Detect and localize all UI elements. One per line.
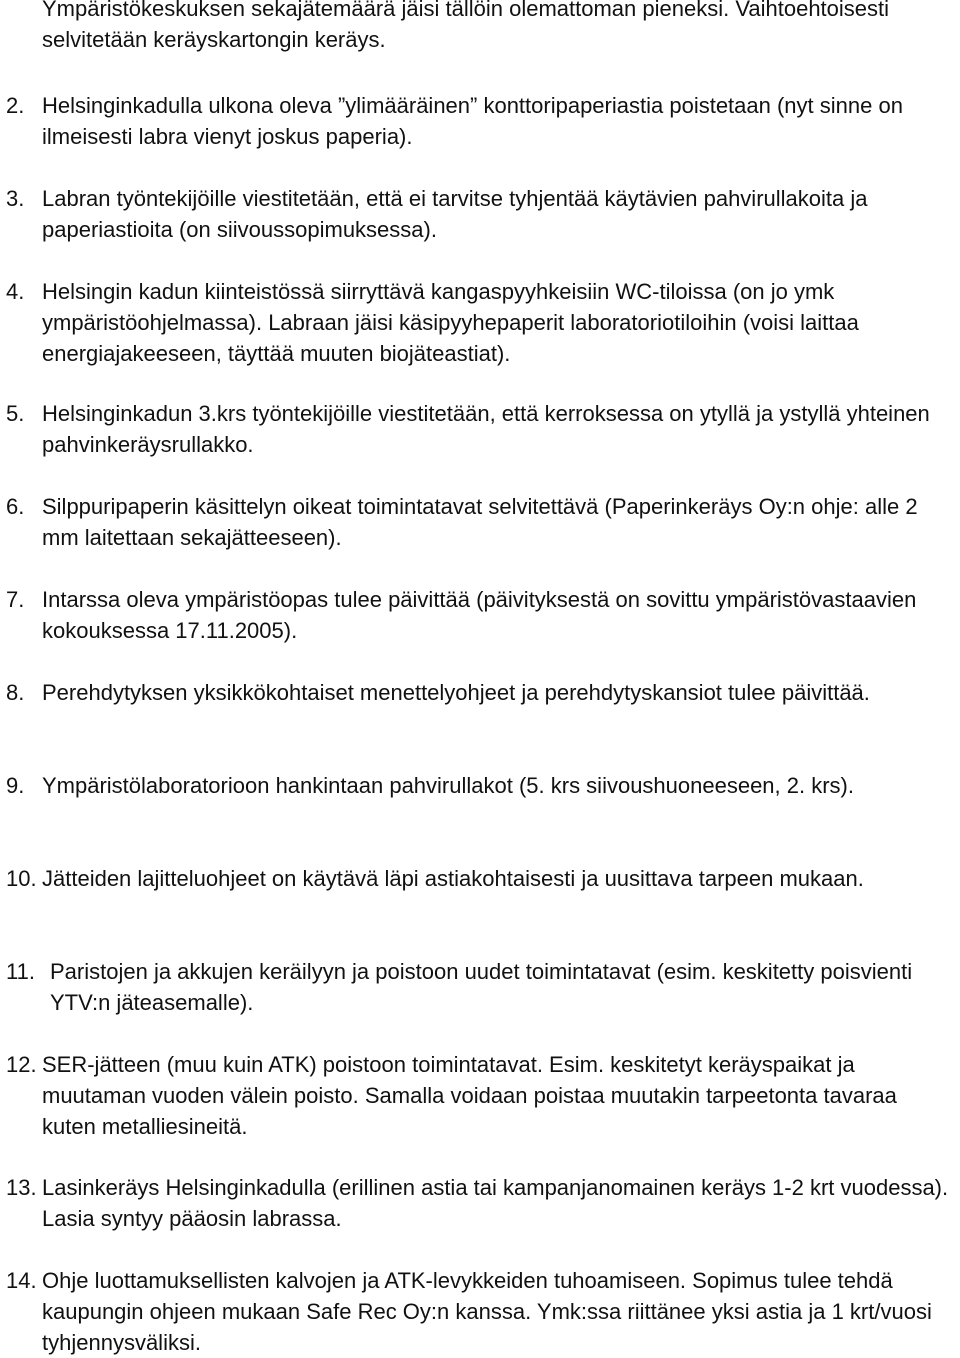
list-item-text: Ohje luottamuksellisten kalvojen ja ATK-levykkeiden tuhoamiseen. Sopimus tulee tehdä kaupungin ohjeen mukaan Safe Rec Oy:n kanssa. Ymk:ssa riittänee yksi astia ja 1 krt/vuosi tyhjennysväliksi. — [42, 1268, 932, 1355]
list-item-text: Helsinginkadun 3.krs työntekijöille viestitetään, että kerroksessa on ytyllä ja ystyllä yhteinen pahvinkeräysrullakko. — [42, 401, 930, 457]
list-item-number: 2. — [6, 93, 25, 118]
list-item-number: 14. — [6, 1268, 37, 1293]
list-item-number: 10. — [6, 866, 37, 891]
list-item-number: 11. — [6, 959, 35, 984]
list-item-number: 7. — [6, 587, 25, 612]
list-item-text: Helsinginkadulla ulkona oleva ”ylimääräinen” konttoripaperiastia poistetaan (nyt sinne on ilmeisesti labra vienyt joskus paperia). — [42, 93, 903, 149]
list-item-text: Ympäristölaboratorioon hankintaan pahvirullakot (5. krs siivoushuoneeseen, 2. krs). — [42, 773, 854, 798]
list-item-number: 8. — [6, 680, 25, 705]
list-item-number: 12. — [6, 1052, 37, 1077]
list-item-text: Lasinkeräys Helsinginkadulla (erillinen astia tai kampanjanomainen keräys 1-2 krt vuodessa). Lasia syntyy pääosin labrassa. — [42, 1175, 949, 1231]
list-item-text: Helsingin kadun kiinteistössä siirryttävä kangaspyyhkeisiin WC-tiloissa (on jo ymk ympäristöohjelmassa). Labraan jäisi käsipyyhepaperit laboratoriotiloihin (voisi laittaa energiajakeeseen, täyttää muuten biojäteastiat). — [42, 279, 859, 366]
continuation-paragraph: Ympäristökeskuksen sekajätemäärä jäisi tällöin olemattoman pieneksi. Vaihtoehtoisesti selvitetään keräyskartongin keräys. — [42, 0, 890, 52]
list-item-text: Paristojen ja akkujen keräilyyn ja poistoon uudet toimintatavat (esim. keskitetty poisvienti YTV:n jäteasemalle). — [50, 959, 913, 1015]
list-item-text: Silppuripaperin käsittelyn oikeat toimintatavat selvitettävä (Paperinkeräys Oy:n ohje: alle 2 mm laitettaan sekajätteeseen). — [42, 494, 918, 550]
list-item-text: Jätteiden lajitteluohjeet on käytävä läpi astiakohtaisesti ja uusittava tarpeen mukaan. — [42, 866, 864, 891]
list-item-text: Intarssa oleva ympäristöopas tulee päivittää (päivityksestä on sovittu ympäristövastaavien kokouksessa 17.11.2005). — [42, 587, 917, 643]
list-item-text: Labran työntekijöille viestitetään, että ei tarvitse tyhjentää käytävien pahvirullakoita ja paperiastioita (on siivoussopimuksessa). — [42, 186, 868, 242]
list-item-number: 9. — [6, 773, 25, 798]
list-item-number: 6. — [6, 494, 25, 519]
list-item-number: 4. — [6, 279, 25, 304]
list-item-number: 13. — [6, 1175, 37, 1200]
list-item-text: SER-jätteen (muu kuin ATK) poistoon toimintatavat. Esim. keskitetyt keräyspaikat ja muutaman vuoden välein poisto. Samalla voidaan poistaa muutakin tarpeetonta tavaraa kuten metalliesineitä. — [42, 1052, 897, 1139]
list-item-number: 5. — [6, 401, 25, 426]
list-item-text: Perehdytyksen yksikkökohtaiset menettelyohjeet ja perehdytyskansiot tulee päivittää. — [42, 680, 870, 705]
list-item-number: 3. — [6, 186, 25, 211]
